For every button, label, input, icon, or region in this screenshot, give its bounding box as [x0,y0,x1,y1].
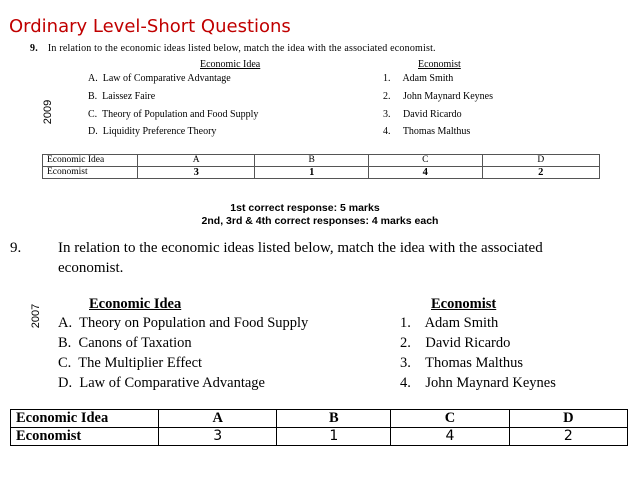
table-cell: 1 [255,167,369,179]
table-cell: A [159,410,277,428]
economist-2009-2: 2. John Maynard Keynes [383,91,493,102]
idea-2007-c: C. The Multiplier Effect [58,355,203,371]
table-cell: C [391,410,509,428]
answer-table-2009 [42,154,600,179]
table-cell: B [255,155,369,167]
economist-2007-3: 3. Thomas Malthus [400,355,523,371]
idea-header-2009: Economic Idea [200,59,261,70]
table-cell: 1 [277,428,391,446]
marks-line-2: 2nd, 3rd & 4th correct responses: 4 marks each [201,215,439,227]
slide-title: Ordinary Level-Short Questions [9,16,291,37]
economist-header-2009: Economist [418,59,461,70]
table-cell: D [509,410,627,428]
table-cell: 4 [391,428,509,446]
answer-table-2007 [10,409,628,446]
table-cell: B [277,410,391,428]
idea-2007-b: B. Canons of Taxation [58,335,192,351]
question-2007-line2: economist. [58,260,124,276]
table-cell: 2 [509,428,627,446]
idea-2009-b: B. Laissez Faire [88,91,156,102]
question-2007-line1: In relation to the economic ideas listed below, match the idea with the associated [58,240,543,256]
year-label-2007: 2007 [30,303,43,329]
table-row [43,155,600,167]
question-2009-text [30,43,436,54]
idea-2009-a: A. Law of Comparative Advantage [88,73,231,84]
economist-2009-4: 4. Thomas Malthus [383,126,471,137]
table-cell: Economist [43,167,138,179]
question-2009-number: 9. [30,43,38,54]
economist-header-2007: Economist [431,296,497,312]
idea-2009-d: D. Liquidity Preference Theory [88,126,217,137]
table-cell: 3 [138,167,255,179]
economist-2007-1: 1. Adam Smith [400,315,499,331]
economist-2007-2: 2. David Ricardo [400,335,511,351]
table-cell: D [482,155,599,167]
idea-2007-d: D. Law of Comparative Advantage [58,375,265,391]
table-cell: Economist [11,428,159,446]
year-label-2009: 2009 [42,99,55,125]
idea-2009-c: C. Theory of Population and Food Supply [88,109,259,120]
table-cell: A [138,155,255,167]
marks-line-1: 1st correct response: 5 marks [230,202,380,214]
table-cell: 2 [482,167,599,179]
idea-header-2007: Economic Idea [89,296,182,312]
idea-2007-a: A. Theory on Population and Food Supply [58,315,309,331]
question-2007-number: 9. [10,240,22,256]
table-row [11,410,628,428]
table-cell: C [368,155,482,167]
table-cell: Economic Idea [43,155,138,167]
table-cell: 4 [368,167,482,179]
economist-2009-1: 1. Adam Smith [383,73,454,84]
table-cell: 3 [159,428,277,446]
table-cell: Economic Idea [11,410,159,428]
economist-2009-3: 3. David Ricardo [383,109,462,120]
question-2009-prompt: In relation to the economic ideas listed below, match the idea with the associated economist. [47,43,436,54]
table-row [11,428,628,446]
economist-2007-4: 4. John Maynard Keynes [400,375,556,391]
table-row [43,167,600,179]
